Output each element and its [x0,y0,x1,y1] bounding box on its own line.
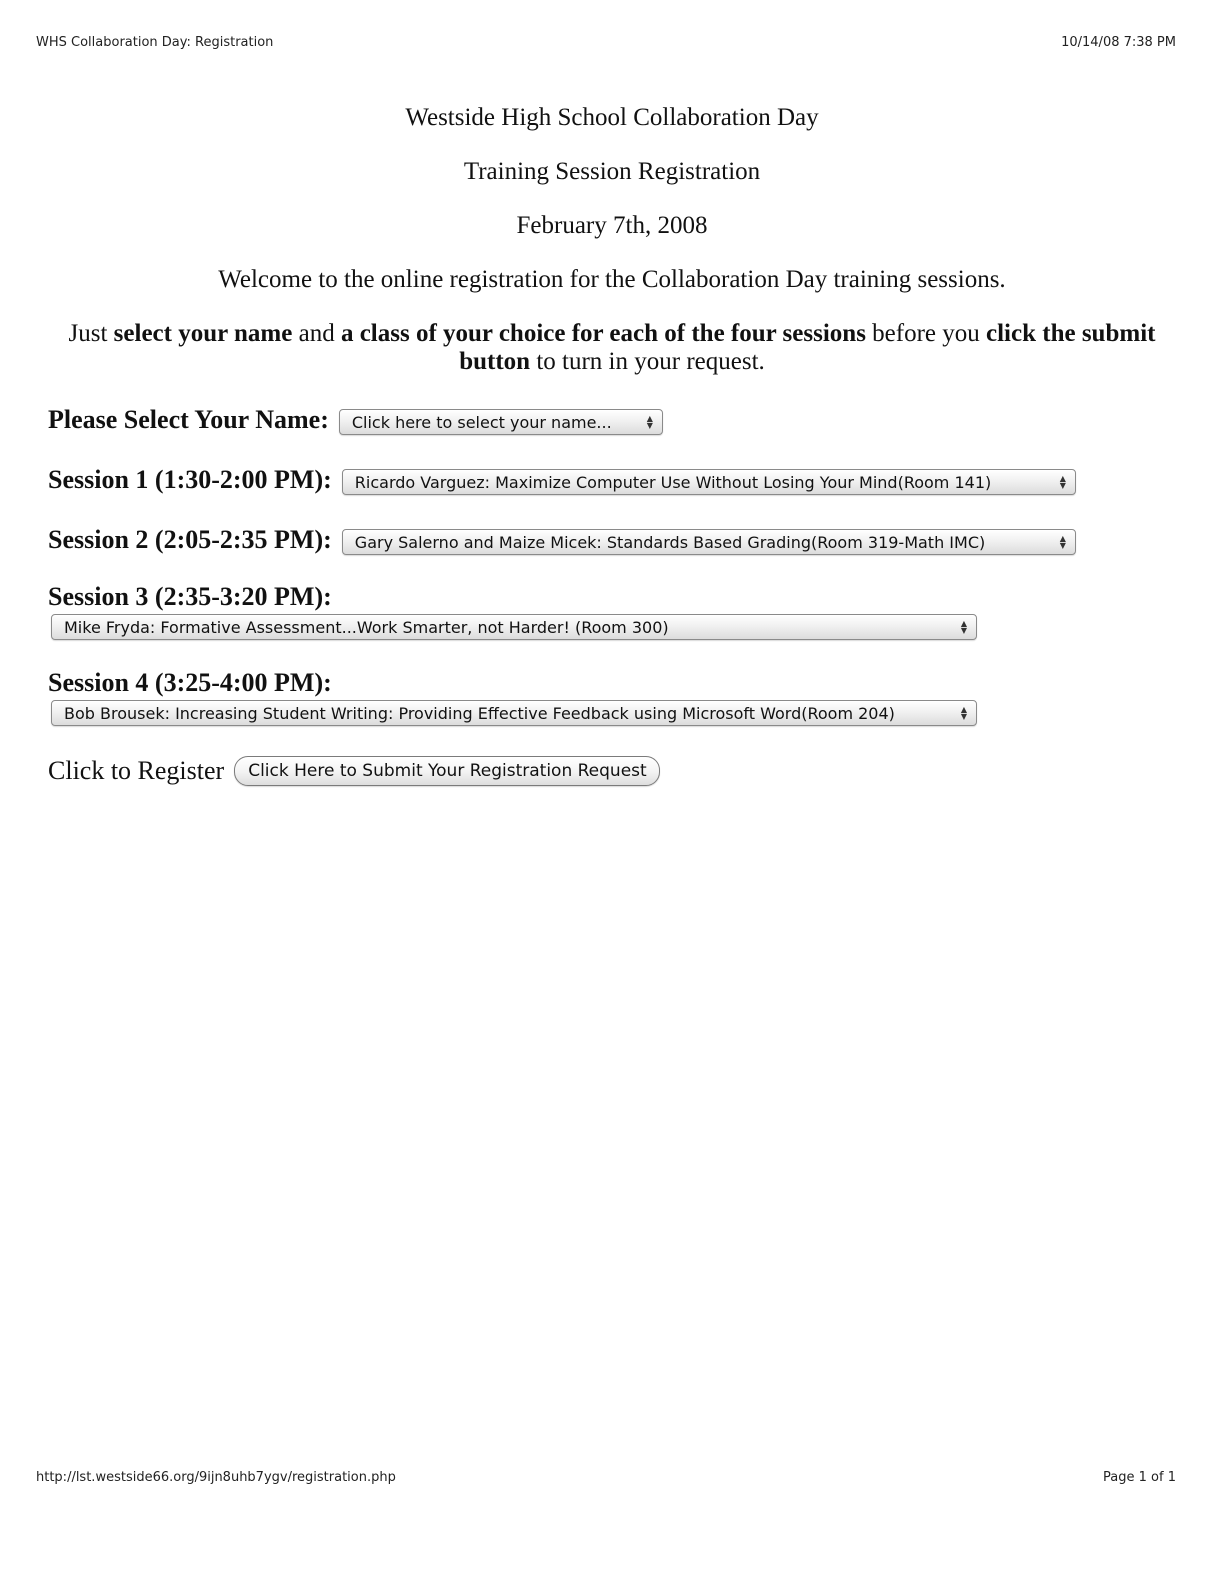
session3-label: Session 3 (2:35-3:20 PM): [48,582,332,611]
session2-label: Session 2 (2:05-2:35 PM): [48,525,332,554]
up-down-arrows-icon: ▲ ▼ [1059,474,1066,490]
event-date: February 7th, 2008 [516,212,708,239]
session3-block [48,582,1176,640]
session2-select[interactable] [342,529,1076,555]
up-down-arrows-icon: ▲ ▼ [960,619,968,635]
session1-select[interactable] [342,469,1076,495]
print-header [36,35,1176,50]
name-label: Please Select Your Name: [48,405,329,434]
name-select[interactable] [339,409,663,435]
instructions [48,320,1176,376]
page-content [48,104,1176,788]
session4-select[interactable] [51,700,977,726]
instructions-bold-3: click the submit button [459,320,1156,375]
session1-select-value: Ricardo Varguez: Maximize Computer Use Without Losing Your Mind(Room 141) [354,473,992,492]
session4-block [48,668,1176,726]
print-footer-url: http://lst.westside66.org/9ijn8uhb7ygv/registration.php [36,1470,396,1485]
instructions-text-1: Just [68,320,114,347]
session2-row [48,524,1176,556]
page-subtitle: Training Session Registration [463,158,761,185]
print-footer-page: Page 1 of 1 [1103,1470,1176,1485]
print-header-datetime: 10/14/08 7:38 PM [1061,35,1176,50]
register-label: Click to Register [48,756,225,785]
register-row [48,754,1176,788]
name-select-value: Click here to select your name... [351,413,612,432]
welcome-text: Welcome to the online registration for the Collaboration Day training sessions. [218,266,1006,293]
submit-registration-button[interactable]: Click Here to Submit Your Registration Request [234,756,660,786]
instructions-text-2: and [292,320,341,347]
instructions-bold-1: select your name [113,320,293,347]
up-down-arrows-icon: ▲ ▼ [646,414,653,430]
session2-select-value: Gary Salerno and Maize Micek: Standards Based Grading(Room 319-Math IMC) [354,533,986,552]
instructions-text-3: before you [865,320,987,347]
print-header-title: WHS Collaboration Day: Registration [36,35,274,50]
instructions-bold-2: a class of your choice for each of the four sessions [340,320,866,347]
name-row [48,404,1176,436]
print-footer [36,1470,1176,1485]
instructions-text-4: to turn in your request. [530,348,765,375]
session4-label: Session 4 (3:25-4:00 PM): [48,668,332,697]
page-title: Westside High School Collaboration Day [405,104,819,131]
session4-select-value: Bob Brousek: Increasing Student Writing: Providing Effective Feedback using Microsoft Word(Room 204) [64,704,895,723]
session1-row [48,464,1176,496]
session1-label: Session 1 (1:30-2:00 PM): [48,465,332,494]
up-down-arrows-icon: ▲ ▼ [1059,534,1066,550]
up-down-arrows-icon: ▲ ▼ [960,705,968,721]
session3-select[interactable] [51,614,977,640]
session3-select-value: Mike Fryda: Formative Assessment...Work Smarter, not Harder! (Room 300) [64,618,669,637]
